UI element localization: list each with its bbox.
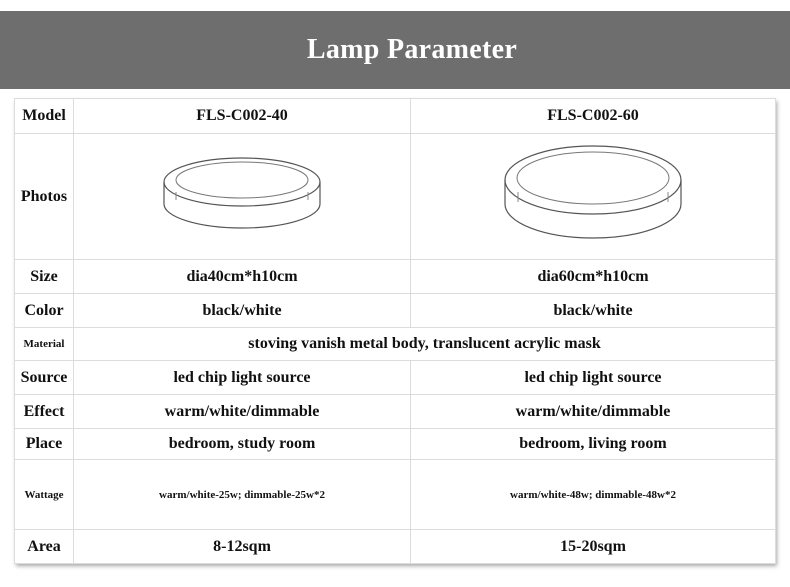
photo-cell-2 — [411, 134, 776, 260]
area-value-1: 8-12sqm — [74, 530, 411, 564]
parameter-sheet — [14, 98, 775, 563]
round-ceiling-lamp-40-icon — [152, 152, 332, 242]
page-title: Lamp Parameter — [306, 34, 518, 65]
row-label-area: Area — [15, 530, 74, 564]
table-row-area — [15, 530, 776, 564]
header-banner — [0, 11, 790, 89]
size-value-2: dia60cm*h10cm — [411, 260, 776, 294]
material-value: stoving vanish metal body, translucent acrylic mask — [74, 328, 776, 361]
color-value-2: black/white — [411, 294, 776, 328]
row-label-source: Source — [15, 361, 74, 395]
table-row-model — [15, 99, 776, 134]
wattage-value-1: warm/white-25w; dimmable-25w*2 — [74, 460, 411, 530]
parameter-table — [14, 98, 776, 564]
table-row-material — [15, 328, 776, 361]
row-label-model: Model — [15, 99, 74, 134]
table-row-color — [15, 294, 776, 328]
wattage-value-2: warm/white-48w; dimmable-48w*2 — [411, 460, 776, 530]
table-row-size — [15, 260, 776, 294]
row-label-wattage: Wattage — [15, 460, 74, 530]
row-label-size: Size — [15, 260, 74, 294]
table-row-wattage — [15, 460, 776, 530]
model-value-2: FLS-C002-60 — [411, 99, 776, 134]
round-ceiling-lamp-60-icon — [498, 142, 688, 252]
effect-value-2: warm/white/dimmable — [411, 395, 776, 429]
table-row-place — [15, 429, 776, 460]
row-label-photos: Photos — [15, 134, 74, 260]
source-value-1: led chip light source — [74, 361, 411, 395]
place-value-1: bedroom, study room — [74, 429, 411, 460]
row-label-color: Color — [15, 294, 74, 328]
area-value-2: 15-20sqm — [411, 530, 776, 564]
photo-cell-1 — [74, 134, 411, 260]
table-row-source — [15, 361, 776, 395]
row-label-material: Material — [15, 328, 74, 361]
source-value-2: led chip light source — [411, 361, 776, 395]
row-label-place: Place — [15, 429, 74, 460]
row-label-effect: Effect — [15, 395, 74, 429]
size-value-1: dia40cm*h10cm — [74, 260, 411, 294]
effect-value-1: warm/white/dimmable — [74, 395, 411, 429]
table-row-photos — [15, 134, 776, 260]
table-row-effect — [15, 395, 776, 429]
place-value-2: bedroom, living room — [411, 429, 776, 460]
color-value-1: black/white — [74, 294, 411, 328]
model-value-1: FLS-C002-40 — [74, 99, 411, 134]
